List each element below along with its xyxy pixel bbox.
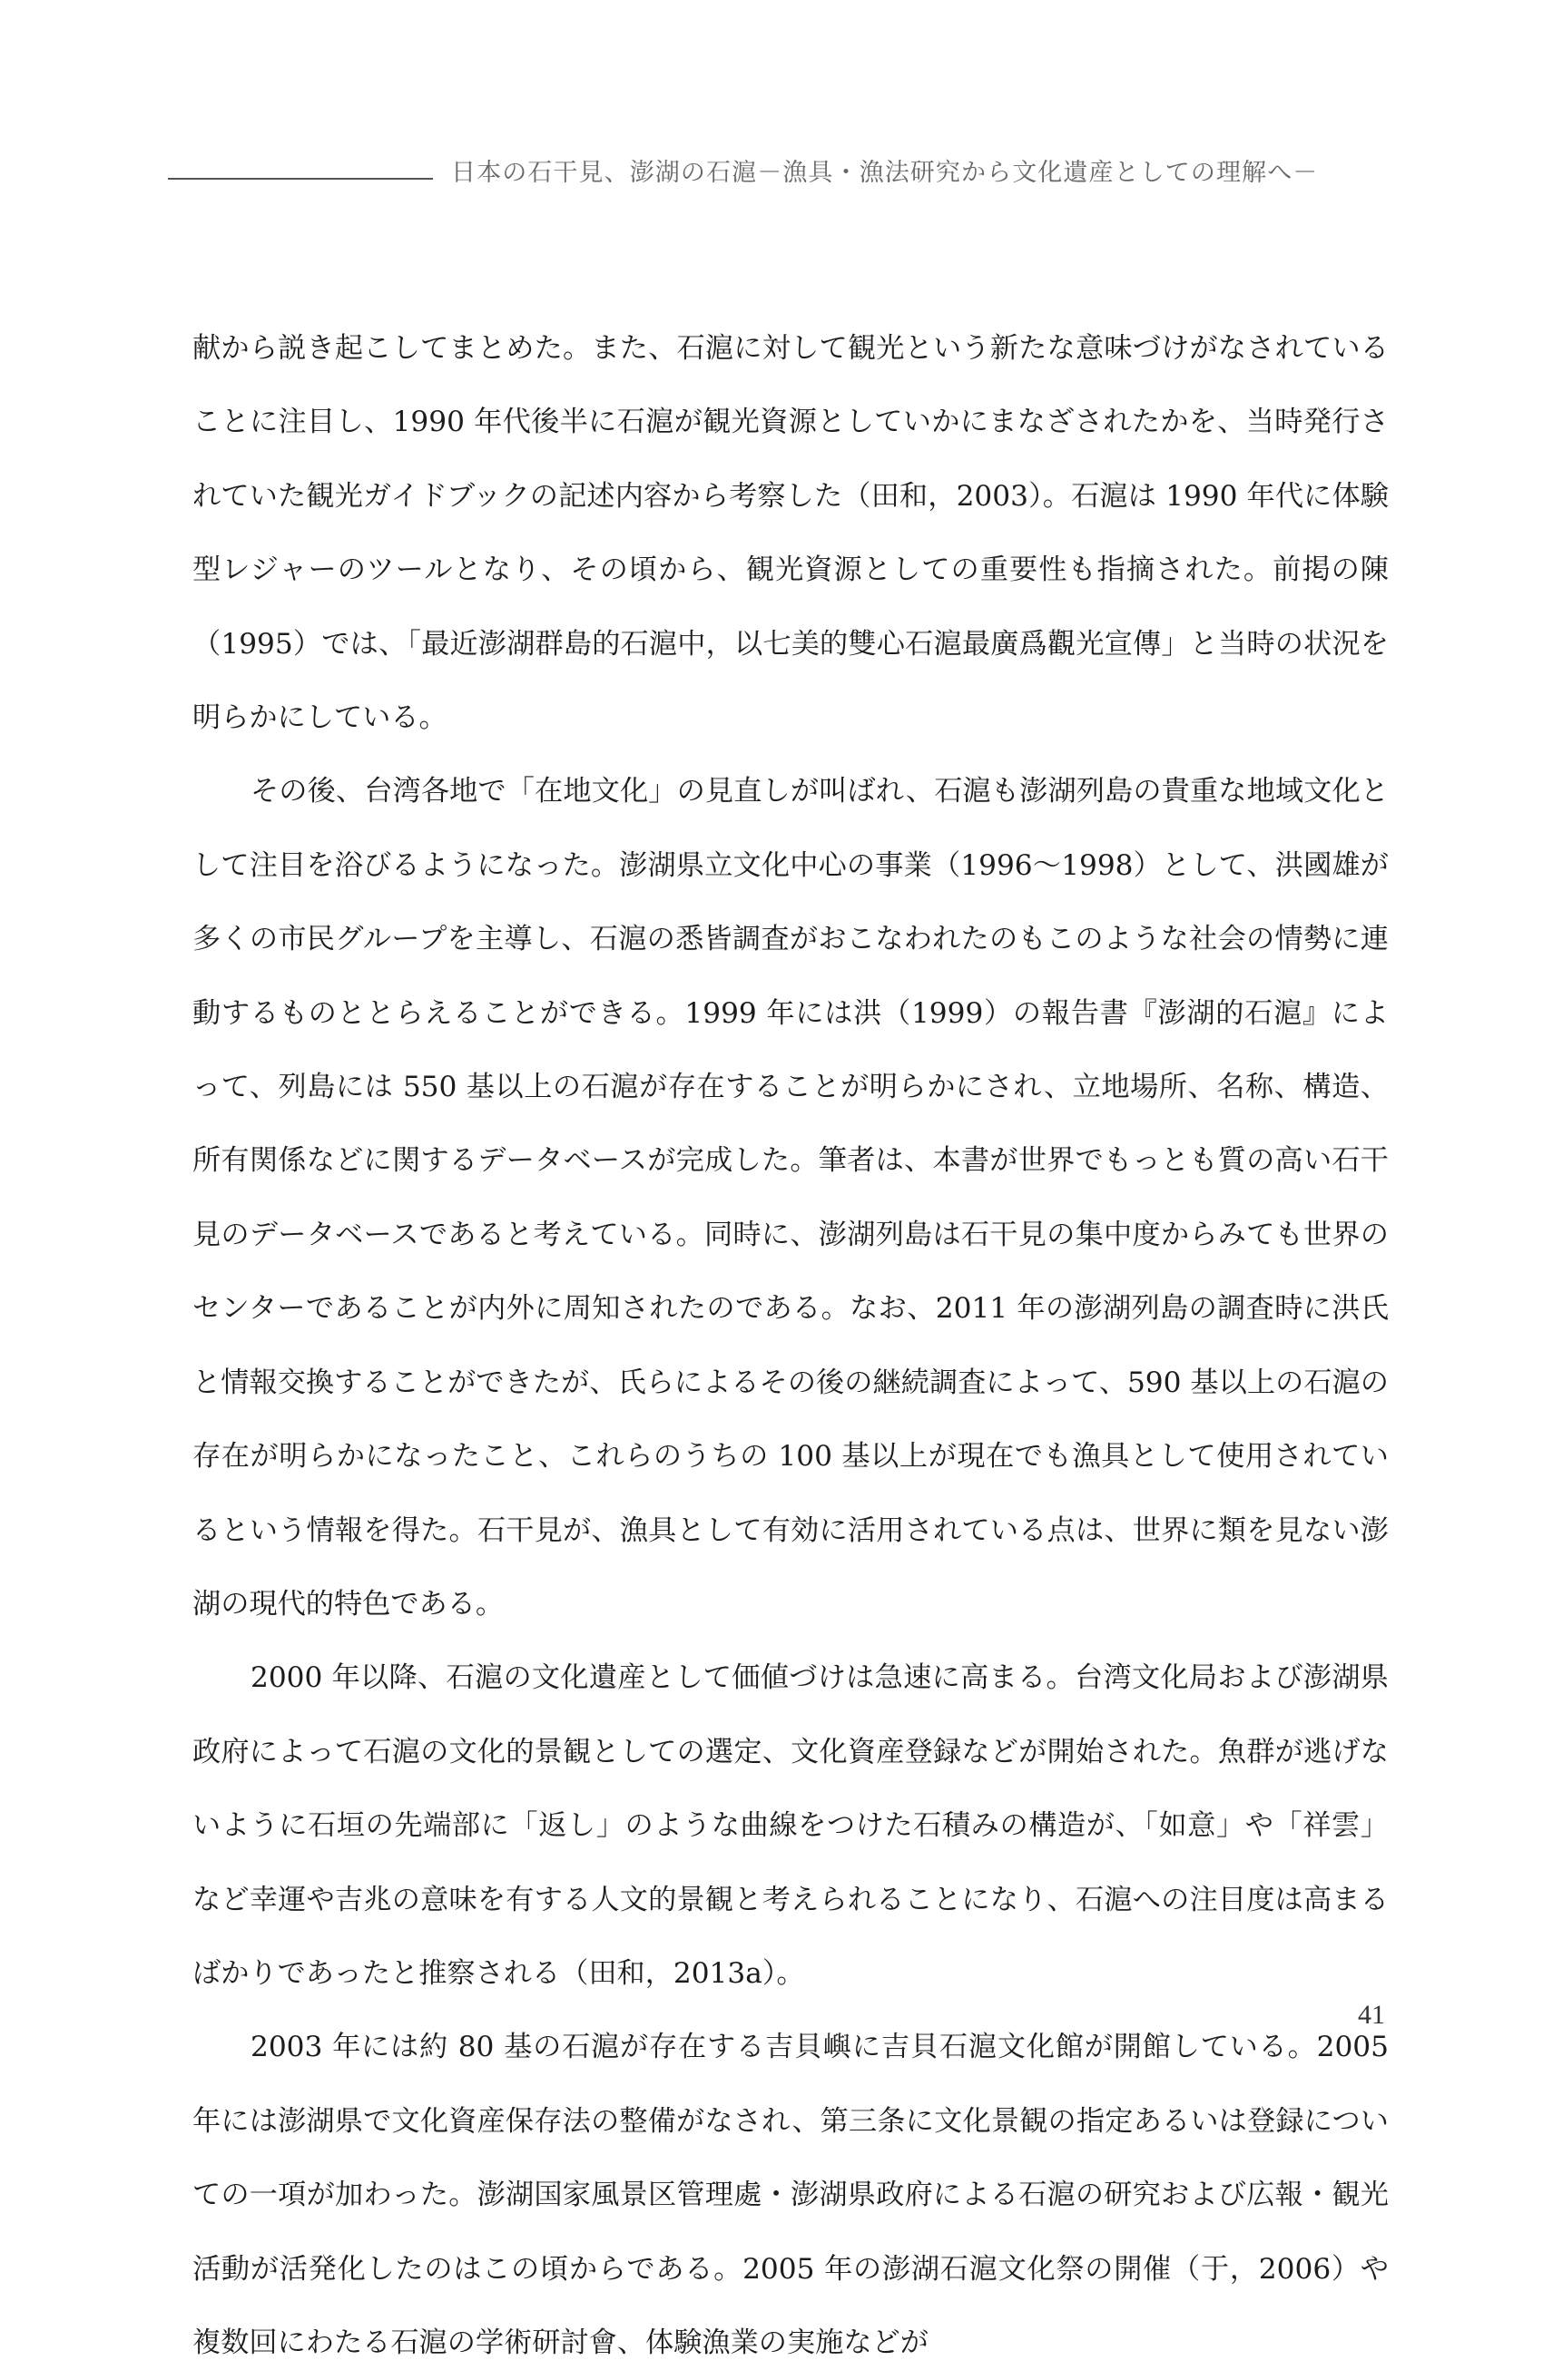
header-rule [168,178,433,180]
running-head [168,152,1398,189]
body-paragraph: その後、台湾各地で「在地文化」の見直しが叫ばれ、石滬も澎湖列島の貴重な地域文化として注目を浴びるようになった。澎湖県立文化中心の事業（1996～1998）として、洪國雄が多くの市民グループを主導し、石滬の悉皆調査がおこなわれたのもこのような社会の情勢に連動するものととらえることができる。1999 年には洪（1999）の報告書『澎湖的石滬』によって、列島には 550 基以上の石滬が存在することが明らかにされ、立地場所、名称、構造、所有関係などに関するデータベースが完成した。筆者は、本書が世界でもっとも質の高い石干見のデータベースであると考えている。同時に、澎湖列島は石干見の集中度からみても世界のセンターであることが内外に周知されたのである。なお、2011 年の澎湖列島の調査時に洪氏と情報交換することができたが、氏らによるその後の継続調査によって、590 基以上の石滬の存在が明らかになったこと、これらのうちの 100 基以上が現在でも漁具として使用されているという情報を得た。石干見が、漁具として有効に活用されている点は、世界に類を見ない澎湖の現代的特色である。 [192,775,1389,1621]
page-number: 41 [1358,2000,1385,2030]
body-paragraph: 2003 年には約 80 基の石滬が存在する吉貝嶼に吉貝石滬文化館が開館している。2005 年には澎湖県で文化資産保存法の整備がなされ、第三条に文化景観の指定あるいは登録についての一項が加わった。澎湖国家風景区管理處・澎湖県政府による石滬の研究および広報・観光活動が活発化したのはこの頃からである。2005 年の澎湖石滬文化祭の開催（于，2006）や複数回にわたる石滬の学術研討會、体験漁業の実施などが [192,2031,1389,2359]
running-head-title: 日本の石干見、澎湖の石滬－漁具・漁法研究から文化遺産としての理解へ－ [451,159,1319,187]
body-paragraph: 献から説き起こしてまとめた。また、石滬に対して観光という新たな意味づけがなされていることに注目し、1990 年代後半に石滬が観光資源としていかにまなざされたかを、当時発行されていた観光ガイドブックの記述内容から考察した（田和，2003）。石滬は 1990 年代に体験型レジャーのツールとなり、その頃から、観光資源としての重要性も指摘された。前掲の陳（1995）では、「最近澎湖群島的石滬中，以七美的雙心石滬最廣爲觀光宣傳」と当時の状況を明らかにしている。 [192,332,1389,735]
body-paragraph: 2000 年以降、石滬の文化遺産として価値づけは急速に高まる。台湾文化局および澎湖県政府によって石滬の文化的景観としての選定、文化資産登録などが開始された。魚群が逃げないように石垣の先端部に「返し」のような曲線をつけた石積みの構造が、「如意」や「祥雲」など幸運や吉兆の意味を有する人文的景観と考えられることになり、石滬への注目度は高まるばかりであったと推察される（田和，2013a）。 [192,1661,1389,1990]
body-text [192,312,1389,2380]
